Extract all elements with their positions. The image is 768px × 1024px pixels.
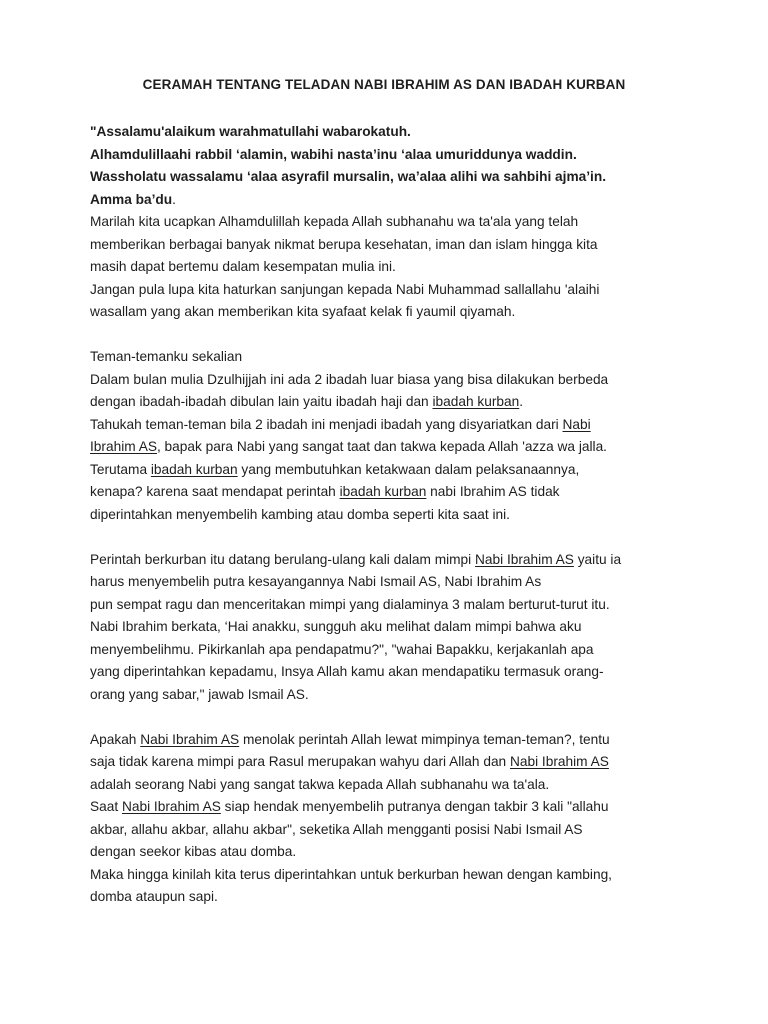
text-line (90, 414, 700, 437)
text-run: wasallam yang akan memberikan kita syafaat kelak fi yaumil qiyamah. (90, 304, 516, 319)
underlined-link[interactable]: ibadah kurban (432, 394, 520, 409)
text-line (90, 504, 700, 527)
text-line (90, 346, 700, 369)
bold-text: Amma ba’du (90, 191, 173, 207)
text-run: Apakah (90, 731, 141, 747)
text-run: masih dapat bertemu dalam kesempatan mulia ini. (90, 259, 396, 274)
text-line (90, 391, 700, 414)
bold-text: Alhamdulillaahi rabbil ‘alamin, wabihi nasta’inu ‘alaa umuriddunya waddin. (90, 146, 577, 162)
text-run: . (519, 394, 524, 409)
bold-text: "Assalamu'alaikum warahmatullahi wabarokatuh. (90, 124, 411, 139)
text-run: dengan ibadah-ibadah dibulan lain yaitu ibadah haji dan (90, 394, 433, 409)
text-run: , bapak para Nabi yang sangat taat dan takwa kepada Allah 'azza wa jalla. (156, 439, 607, 454)
text-line (90, 886, 700, 909)
text-line (90, 301, 700, 324)
text-line (90, 774, 700, 797)
underlined-link[interactable]: ibadah kurban (339, 484, 427, 499)
text-run: yang membutuhkan ketakwaan dalam pelaksanaannya, (237, 461, 580, 477)
text-run: Teman-temanku sekalian (90, 349, 243, 364)
text-line (90, 751, 700, 774)
document-body (90, 121, 700, 909)
text-run: harus menyembelih putra kesayangannya Nabi Ismail AS, Nabi Ibrahim As (90, 574, 542, 589)
text-line (90, 729, 700, 752)
blank-line (90, 706, 700, 729)
text-line (90, 549, 700, 572)
blank-line (90, 324, 700, 347)
text-run: menyembelihmu. Pikirkanlah apa pendapatmu?", "wahai Bapakku, kerjakanlah apa (90, 641, 594, 657)
text-run: adalah seorang Nabi yang sangat takwa kepada Allah subhanahu wa ta'ala. (90, 776, 550, 792)
text-line (90, 661, 700, 684)
text-line (90, 864, 700, 887)
underlined-link[interactable]: Nabi Ibrahim AS (509, 754, 609, 769)
text-run: yaitu ia (573, 551, 622, 567)
text-run: Nabi Ibrahim berkata, ‘Hai anakku, sungguh aku melihat dalam mimpi bahwa aku (90, 619, 582, 634)
text-line (90, 571, 700, 594)
text-run: domba ataupun sapi. (90, 889, 218, 904)
underlined-link[interactable]: Nabi (562, 416, 591, 432)
text-run: siap hendak menyembelih putranya dengan takbir 3 kali "allahu (220, 799, 609, 814)
text-line (90, 481, 700, 504)
text-line (90, 639, 700, 662)
text-run: . (172, 191, 176, 207)
text-line (90, 684, 700, 707)
bold-text: Wassholatu wassalamu ‘alaa asyrafil mursalin, wa’alaa alihi wa sahbihi ajma’in. (90, 169, 607, 184)
text-line (90, 234, 700, 257)
text-run: saja tidak karena mimpi para Rasul merupakan wahyu dari Allah dan (90, 754, 510, 769)
text-run: memberikan berbagai banyak nikmat berupa kesehatan, iman dan islam hingga kita (90, 236, 598, 252)
underlined-link[interactable]: ibadah kurban (150, 461, 238, 477)
text-run: kenapa? karena saat mendapat perintah (90, 484, 340, 499)
text-line (90, 256, 700, 279)
text-line (90, 211, 700, 234)
text-run: Jangan pula lupa kita haturkan sanjungan kepada Nabi Muhammad sallallahu 'alaihi (90, 281, 600, 297)
text-run: pun sempat ragu dan menceritakan mimpi yang dialaminya 3 malam berturut-turut itu. (90, 596, 610, 612)
text-run: Maka hingga kinilah kita terus diperintahkan untuk berkurban hewan dengan kambing, (90, 866, 612, 882)
text-run: Tahukah teman-teman bila 2 ibadah ini menjadi ibadah yang disyariatkan dari (90, 416, 563, 432)
text-line (90, 594, 700, 617)
text-line (90, 841, 700, 864)
text-run: Terutama (90, 461, 151, 477)
underlined-link[interactable]: Ibrahim AS (90, 439, 157, 454)
text-line (90, 616, 700, 639)
underlined-link[interactable]: Nabi Ibrahim AS (475, 551, 574, 567)
text-line (90, 279, 700, 302)
text-line (90, 436, 700, 459)
text-run: orang yang sabar," jawab Ismail AS. (90, 686, 309, 702)
text-run: nabi Ibrahim AS tidak (426, 484, 560, 499)
text-run: Perintah berkurban itu datang berulang-ulang kali dalam mimpi (90, 551, 475, 567)
text-run: yang diperintahkan kepadamu, Insya Allah kamu akan mendapatiku termasuk orang- (90, 664, 604, 679)
document-title: CERAMAH TENTANG TELADAN NABI IBRAHIM AS DAN IBADAH KURBAN (142, 77, 626, 92)
underlined-link[interactable]: Nabi Ibrahim AS (140, 731, 240, 747)
text-line (90, 121, 700, 144)
text-run: Saat (90, 799, 122, 814)
text-line (90, 189, 700, 212)
text-line (90, 144, 700, 167)
text-run: dengan seekor kibas atau domba. (90, 844, 297, 859)
text-line (90, 819, 700, 842)
text-line (90, 796, 700, 819)
text-run: akbar, allahu akbar, allahu akbar", seketika Allah mengganti posisi Nabi Ismail AS (90, 821, 583, 837)
text-run: Dalam bulan mulia Dzulhijjah ini ada 2 ibadah luar biasa yang bisa dilakukan berbeda (90, 371, 609, 387)
text-line (90, 166, 700, 189)
text-run: diperintahkan menyembelih kambing atau domba seperti kita saat ini. (90, 506, 510, 522)
underlined-link[interactable]: Nabi Ibrahim AS (121, 799, 221, 814)
text-line (90, 459, 700, 482)
blank-line (90, 526, 700, 549)
text-run: Marilah kita ucapkan Alhamdulillah kepada Allah subhanahu wa ta'ala yang telah (90, 214, 579, 229)
text-run: menolak perintah Allah lewat mimpinya teman-teman?, tentu (239, 731, 610, 747)
text-line (90, 369, 700, 392)
